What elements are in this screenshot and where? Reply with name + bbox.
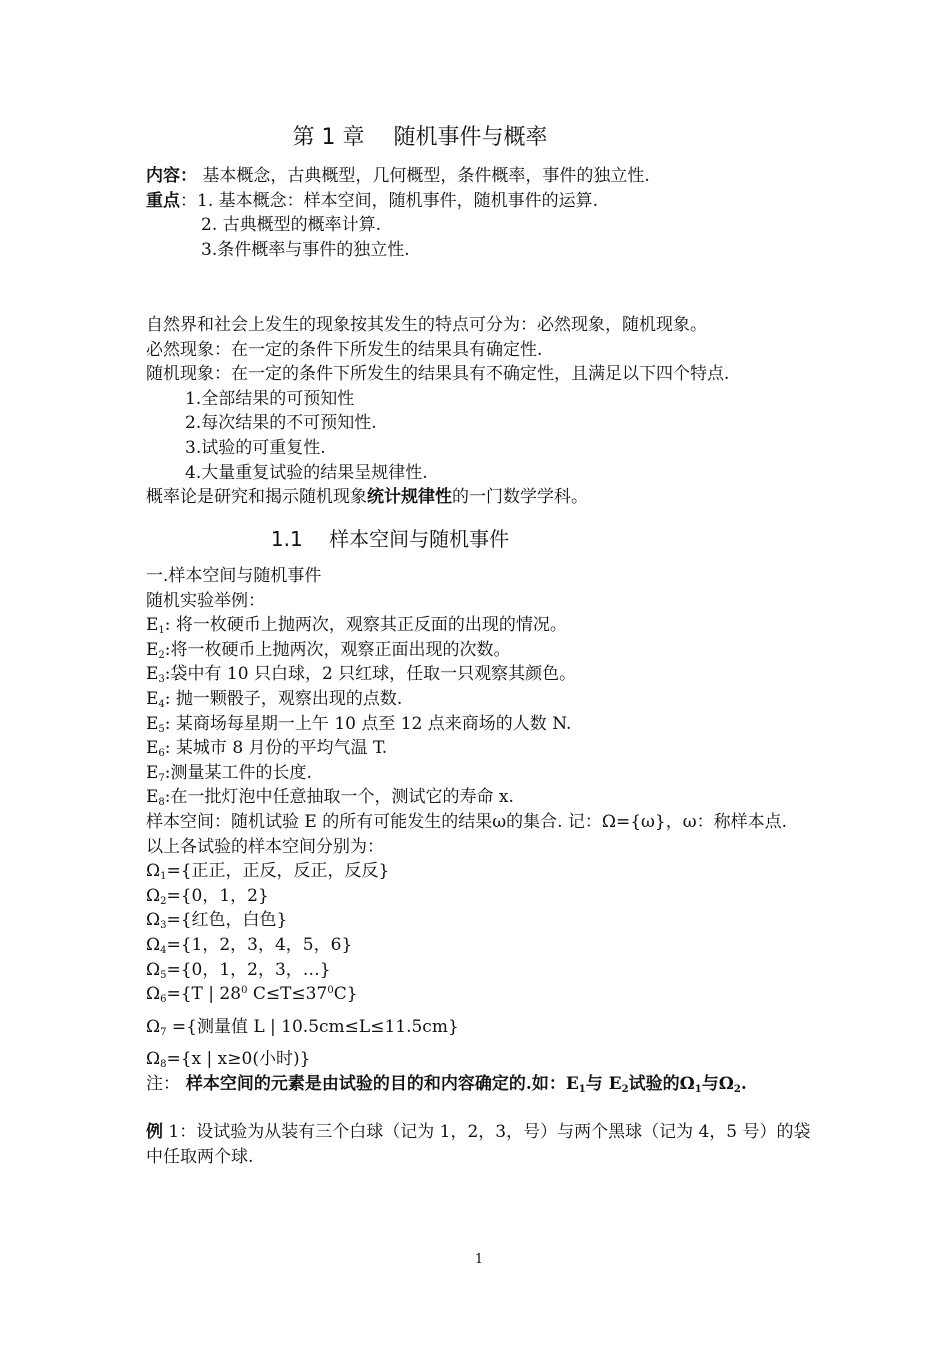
content-label: 内容：: [146, 166, 197, 186]
sample-space-1: $\Omega_1=${正正，正反，反正，反反}: [146, 861, 390, 883]
sample-space-definition: 样本空间：随机试验 E 的所有可能发生的结果ω的集合. 记：Ω={ω}，ω：称样本点.: [146, 811, 787, 832]
experiment-8: $E_8$:在一批灯泡中任意抽取一个，测试它的寿命 x.: [146, 787, 514, 809]
spaces-label: 以上各试验的样本空间分别为：: [146, 836, 384, 857]
feature-1: 1.全部结果的可预知性: [185, 388, 355, 409]
chapter-title: 第 1 章 随机事件与概率: [292, 125, 548, 150]
key-line-3: 3.条件概率与事件的独立性.: [201, 239, 410, 260]
note-label: 注：: [146, 1073, 180, 1094]
content-line: [146, 164, 812, 189]
sample-space-4: $\Omega_4=\{1$，2，3，4，5，6}: [146, 934, 353, 956]
section-subheading: 一.样本空间与随机事件: [146, 566, 322, 586]
feature-3: 3.试验的可重复性.: [185, 437, 326, 458]
sample-space-3: $\Omega_3=${红色，白色}: [146, 910, 288, 932]
examples-label: 随机实验举例：: [146, 590, 265, 611]
example-1: 例 1：设试验为从装有三个白球（记为 1，2，3，号）与两个黑球（记为 4，5 号）的袋中任取两个球.: [146, 1122, 811, 1168]
experiment-3: $E_3$:袋中有 10 只白球，2 只红球，任取一只观察其颜色。: [146, 664, 577, 686]
content-text: 基本概念，古典概型，几何概型，条件概率，事件的独立性.: [197, 166, 650, 186]
key-line-2: 2. 古典概型的概率计算.: [201, 215, 382, 236]
sample-space-2: $\Omega_2=\{0$，1，2}: [146, 885, 269, 907]
conclusion-bold: 统计规律性: [367, 487, 452, 508]
key-line-1: 重点：1. 基本概念：样本空间，随机事件，随机事件的运算.: [146, 190, 599, 211]
experiment-4: $E_4$: 抛一颗骰子，观察出现的点数.: [146, 688, 403, 710]
sample-space-5: $\Omega_5=\{0$，1，2，3，…}: [146, 959, 331, 981]
section-title: 1.1 样本空间与随机事件: [270, 527, 510, 551]
intro-conclusion: 概率论是研究和揭示随机现象统计规律性的一门数学学科。: [146, 487, 588, 508]
intro-line-1: 自然界和社会上发生的现象按其发生的特点可分为：必然现象，随机现象。: [146, 315, 707, 335]
example-label: 例: [146, 1122, 163, 1143]
intro-block: [146, 313, 812, 510]
experiment-6: $E_6$: 某城市 8 月份的平均气温 T.: [146, 738, 388, 760]
section-body: [146, 564, 812, 1170]
summary-block: [146, 164, 812, 262]
experiment-5: $E_5$: 某商场每星期一上午 10 点至 12 点来商场的人数 N.: [146, 713, 572, 735]
intro-line-2: 必然现象：在一定的条件下所发生的结果具有确定性.: [146, 339, 543, 360]
sample-space-6: $\Omega_6=\{T$ | $28^0$ $C\le T\le 37^0C$}: [146, 984, 358, 1006]
experiment-7: $E_7$:测量某工件的长度.: [146, 762, 312, 784]
note-line: 注： 样本空间的元素是由试验的目的和内容确定的.如：$E_1$与 $E_2$试验的$\Omega_1$与$\Omega_2$.: [146, 1073, 747, 1095]
page-number: 1: [474, 1252, 484, 1267]
experiment-2: $E_2$:将一枚硬币上抛两次，观察正面出现的次数。: [146, 639, 511, 661]
feature-2: 2.每次结果的不可预知性.: [185, 413, 377, 434]
feature-4: 4.大量重复试验的结果呈规律性.: [185, 462, 428, 483]
key-label: 重点: [146, 190, 180, 211]
intro-line-3: 随机现象：在一定的条件下所发生的结果具有不确定性，且满足以下四个特点.: [146, 364, 730, 385]
experiment-1: $E_1$: 将一枚硬币上抛两次，观察其正反面的出现的情况。: [146, 615, 567, 637]
sample-space-7: $\Omega_7$ ={测量值 L | 10.5cm≤L≤11.5cm}: [146, 1016, 459, 1038]
sample-space-8: $\Omega_8=\{x$ | x≥0(小时)}: [146, 1049, 311, 1071]
